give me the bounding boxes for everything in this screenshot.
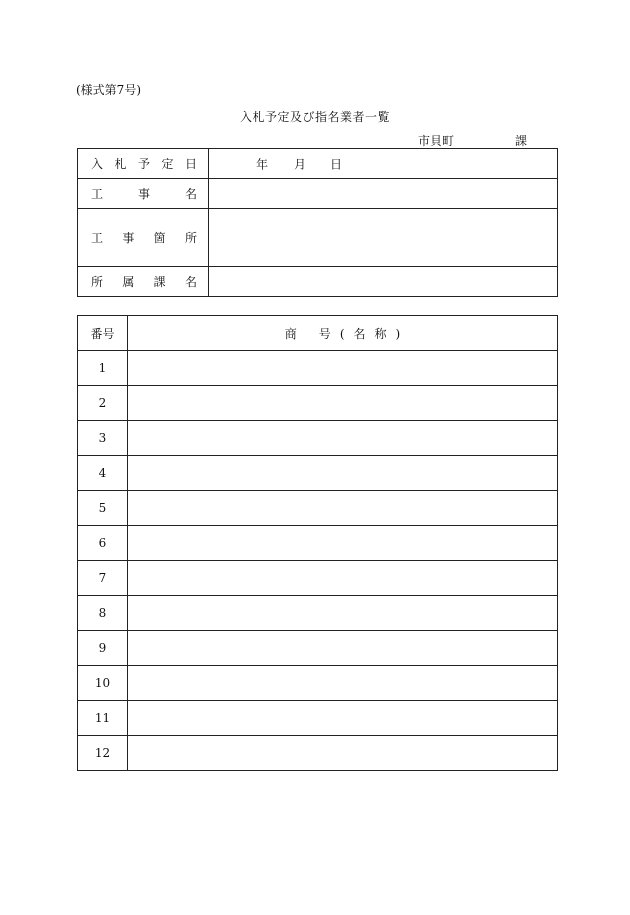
table-row xyxy=(78,701,558,736)
label-char: 日 xyxy=(184,157,197,171)
bid-date-label xyxy=(78,149,209,179)
trade-name-cell[interactable] xyxy=(128,561,558,596)
table-row xyxy=(78,456,558,491)
document-title: 入札予定及び指名業者一覧 xyxy=(239,110,390,124)
label-char: 事 xyxy=(137,187,150,201)
header-char: 商 xyxy=(284,326,297,341)
row-number: 3 xyxy=(78,421,128,456)
trade-name-cell[interactable] xyxy=(128,456,558,491)
header-char: 号 xyxy=(318,326,331,341)
date-month-label: 月 xyxy=(294,157,307,171)
trade-name-column-header xyxy=(128,316,558,351)
table-row xyxy=(78,351,558,386)
table-row xyxy=(78,386,558,421)
trade-name-cell[interactable] xyxy=(128,526,558,561)
trade-name-cell[interactable] xyxy=(128,701,558,736)
bid-date-value[interactable] xyxy=(209,149,558,179)
bidders-header-row xyxy=(78,316,558,351)
row-number: 5 xyxy=(78,491,128,526)
table-row xyxy=(78,631,558,666)
table-row xyxy=(78,491,558,526)
label-char: 所 xyxy=(184,231,197,245)
header-char: ) xyxy=(395,326,401,341)
department-suffix: 課 xyxy=(515,134,528,148)
project-info-table xyxy=(77,148,558,297)
trade-name-cell[interactable] xyxy=(128,351,558,386)
project-location-row xyxy=(78,209,558,267)
trade-name-cell[interactable] xyxy=(128,666,558,701)
table-row xyxy=(78,561,558,596)
project-location-value[interactable] xyxy=(209,209,558,267)
label-char: 箇 xyxy=(153,231,166,245)
bid-date-row xyxy=(78,149,558,179)
table-row xyxy=(78,736,558,771)
section-name-value[interactable] xyxy=(209,267,558,297)
label-char: 工 xyxy=(91,231,104,245)
project-name-label xyxy=(78,179,209,209)
row-number: 10 xyxy=(78,666,128,701)
row-number: 11 xyxy=(78,701,128,736)
trade-name-cell[interactable] xyxy=(128,596,558,631)
label-char: 札 xyxy=(114,157,127,171)
section-name-row xyxy=(78,267,558,297)
table-row xyxy=(78,526,558,561)
trade-name-cell[interactable] xyxy=(128,421,558,456)
trade-name-cell[interactable] xyxy=(128,491,558,526)
row-number: 1 xyxy=(78,351,128,386)
table-row xyxy=(78,596,558,631)
row-number: 6 xyxy=(78,526,128,561)
label-char: 工 xyxy=(91,187,104,201)
row-number: 9 xyxy=(78,631,128,666)
project-location-label xyxy=(78,209,209,267)
department-city: 市貝町 xyxy=(418,134,455,148)
date-day-label: 日 xyxy=(330,157,343,171)
header-char: ( xyxy=(339,326,345,341)
row-number: 7 xyxy=(78,561,128,596)
row-number: 8 xyxy=(78,596,128,631)
project-name-value[interactable] xyxy=(209,179,558,209)
number-column-header: 番号 xyxy=(78,316,128,351)
table-row xyxy=(78,421,558,456)
header-char: 称 xyxy=(374,326,387,341)
date-year-label: 年 xyxy=(256,157,269,171)
label-char: 名 xyxy=(184,275,197,289)
label-char: 属 xyxy=(122,275,135,289)
form-number: (様式第7号) xyxy=(76,83,141,97)
label-char: 予 xyxy=(137,157,150,171)
label-char: 名 xyxy=(184,187,197,201)
label-char: 事 xyxy=(122,231,135,245)
project-name-row xyxy=(78,179,558,209)
designated-bidders-table xyxy=(77,315,558,771)
row-number: 12 xyxy=(78,736,128,771)
label-char: 課 xyxy=(153,275,166,289)
trade-name-cell[interactable] xyxy=(128,386,558,421)
section-name-label xyxy=(78,267,209,297)
row-number: 2 xyxy=(78,386,128,421)
trade-name-cell[interactable] xyxy=(128,736,558,771)
label-char: 定 xyxy=(161,157,174,171)
header-char: 名 xyxy=(353,326,366,341)
row-number: 4 xyxy=(78,456,128,491)
label-char: 入 xyxy=(91,157,104,171)
table-row xyxy=(78,666,558,701)
trade-name-cell[interactable] xyxy=(128,631,558,666)
label-char: 所 xyxy=(91,275,104,289)
